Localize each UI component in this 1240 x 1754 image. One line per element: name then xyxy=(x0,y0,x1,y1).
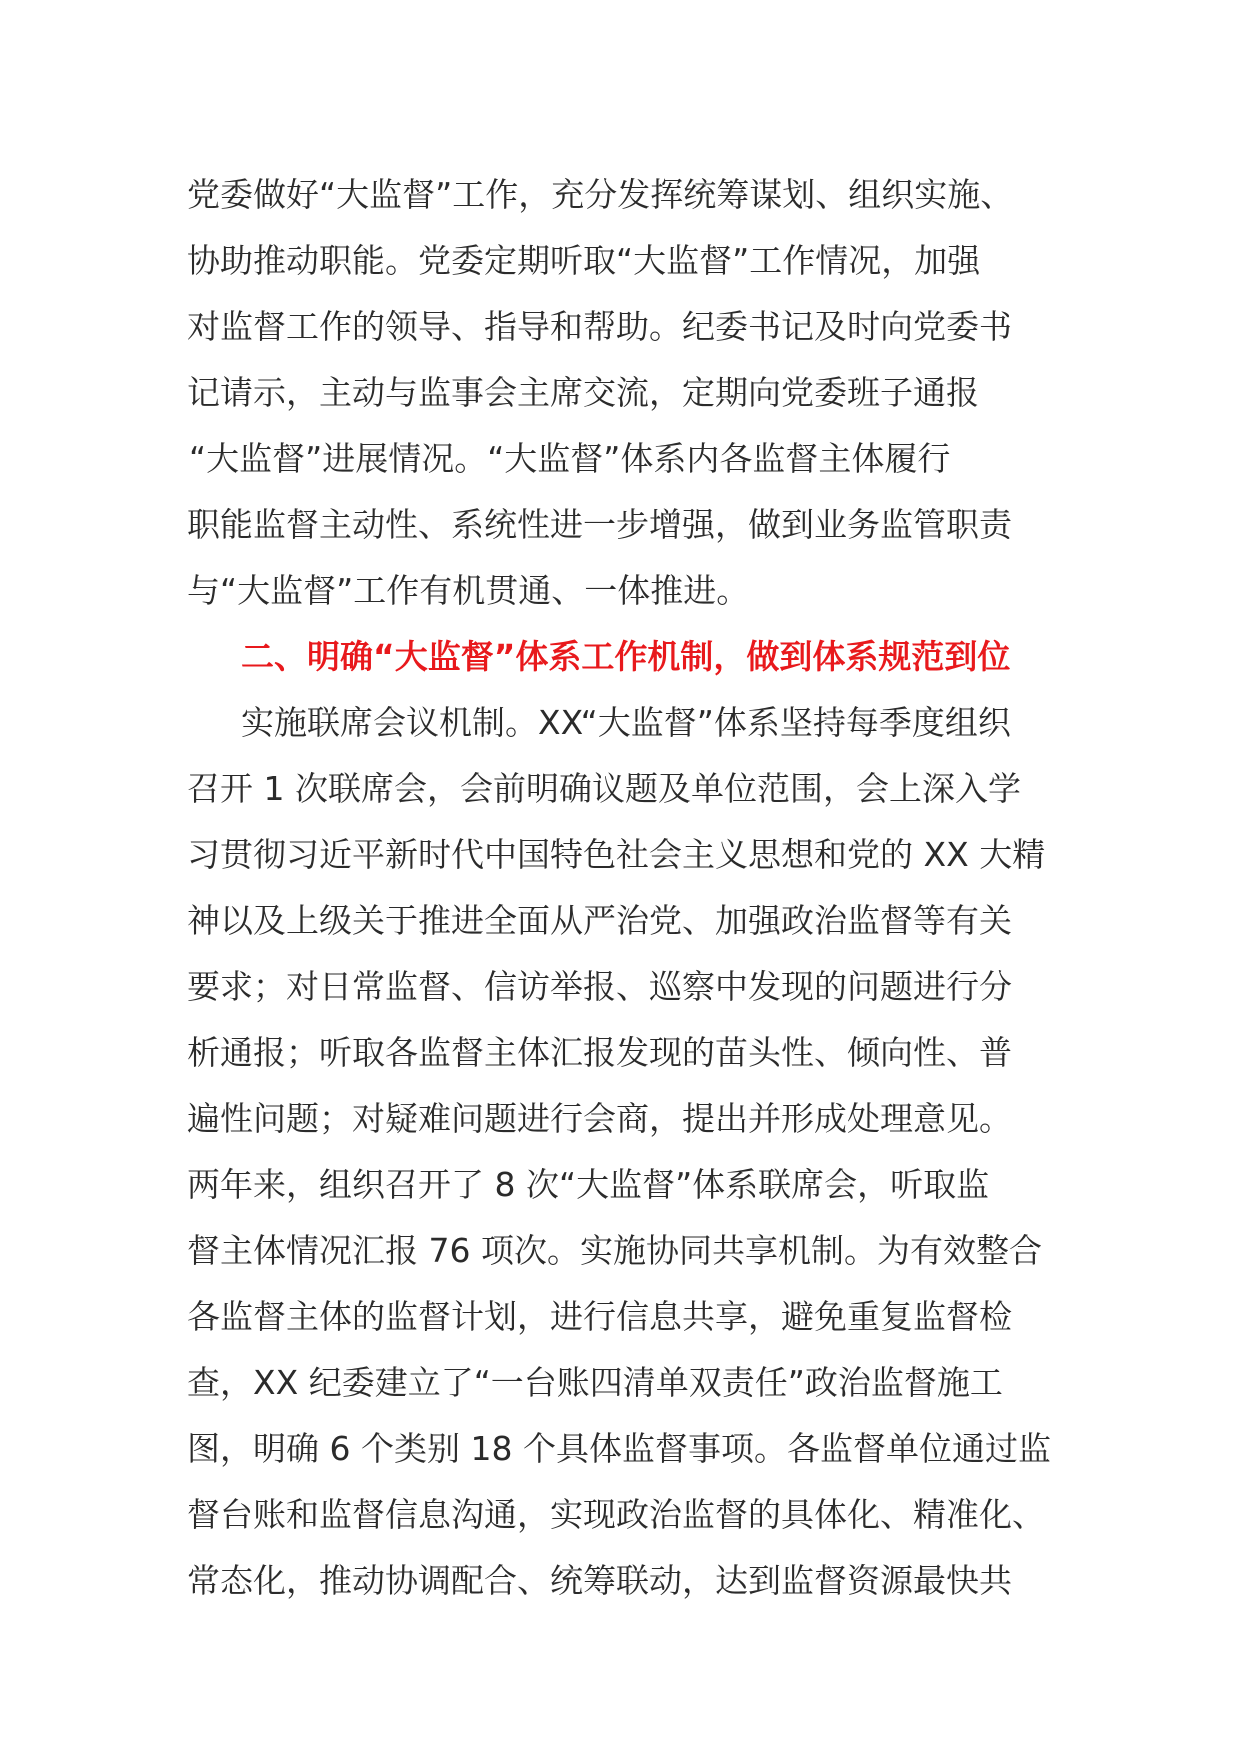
paragraph-line: 实施联席会议机制。XX“大监督”体系坚持每季度组织 xyxy=(241,703,1011,742)
section-heading: 二、明确“大监督”体系工作机制，做到体系规范到位 xyxy=(241,637,1011,676)
paragraph-line: 析通报；听取各监督主体汇报发现的苗头性、倾向性、普 xyxy=(187,1033,1012,1072)
paragraph-line: 党委做好“大监督”工作，充分发挥统筹谋划、组织实施、 xyxy=(187,175,1014,214)
paragraph-line: 各监督主体的监督计划，进行信息共享，避免重复监督检 xyxy=(187,1297,1012,1336)
paragraph-line: 职能监督主动性、系统性进一步增强，做到业务监管职责 xyxy=(187,505,1012,544)
paragraph-line: 常态化，推动协调配合、统筹联动，达到监督资源最快共 xyxy=(187,1561,1012,1600)
document-text xyxy=(187,162,1067,1614)
paragraph-line: 图，明确 6 个类别 18 个具体监督事项。各监督单位通过监 xyxy=(187,1429,1051,1468)
paragraph-line: 查，XX 纪委建立了“一台账四清单双责任”政治监督施工 xyxy=(187,1363,1003,1402)
paragraph-line: 召开 1 次联席会，会前明确议题及单位范围，会上深入学 xyxy=(187,769,1021,808)
paragraph-line: 协助推动职能。党委定期听取“大监督”工作情况，加强 xyxy=(187,241,981,280)
paragraph-line: 对监督工作的领导、指导和帮助。纪委书记及时向党委书 xyxy=(187,307,1012,346)
paragraph-line: 神以及上级关于推进全面从严治党、加强政治监督等有关 xyxy=(187,901,1012,940)
paragraph-line: 记请示，主动与监事会主席交流，定期向党委班子通报 xyxy=(187,373,979,412)
paragraph-line: 习贯彻习近平新时代中国特色社会主义思想和党的 XX 大精 xyxy=(187,835,1046,874)
paragraph-line: 督台账和监督信息沟通，实现政治监督的具体化、精准化、 xyxy=(187,1495,1045,1534)
paragraph-line: 要求；对日常监督、信访举报、巡察中发现的问题进行分 xyxy=(187,967,1012,1006)
paragraph-line: 与“大监督”工作有机贯通、一体推进。 xyxy=(187,571,750,610)
paragraph-line: 遍性问题；对疑难问题进行会商，提出并形成处理意见。 xyxy=(187,1099,1012,1138)
paragraph-line: 两年来，组织召开了 8 次“大监督”体系联席会，听取监 xyxy=(187,1165,990,1204)
paragraph-line: “大监督”进展情况。“大监督”体系内各监督主体履行 xyxy=(189,439,951,478)
paragraph-line: 督主体情况汇报 76 项次。实施协同共享机制。为有效整合 xyxy=(187,1231,1042,1270)
